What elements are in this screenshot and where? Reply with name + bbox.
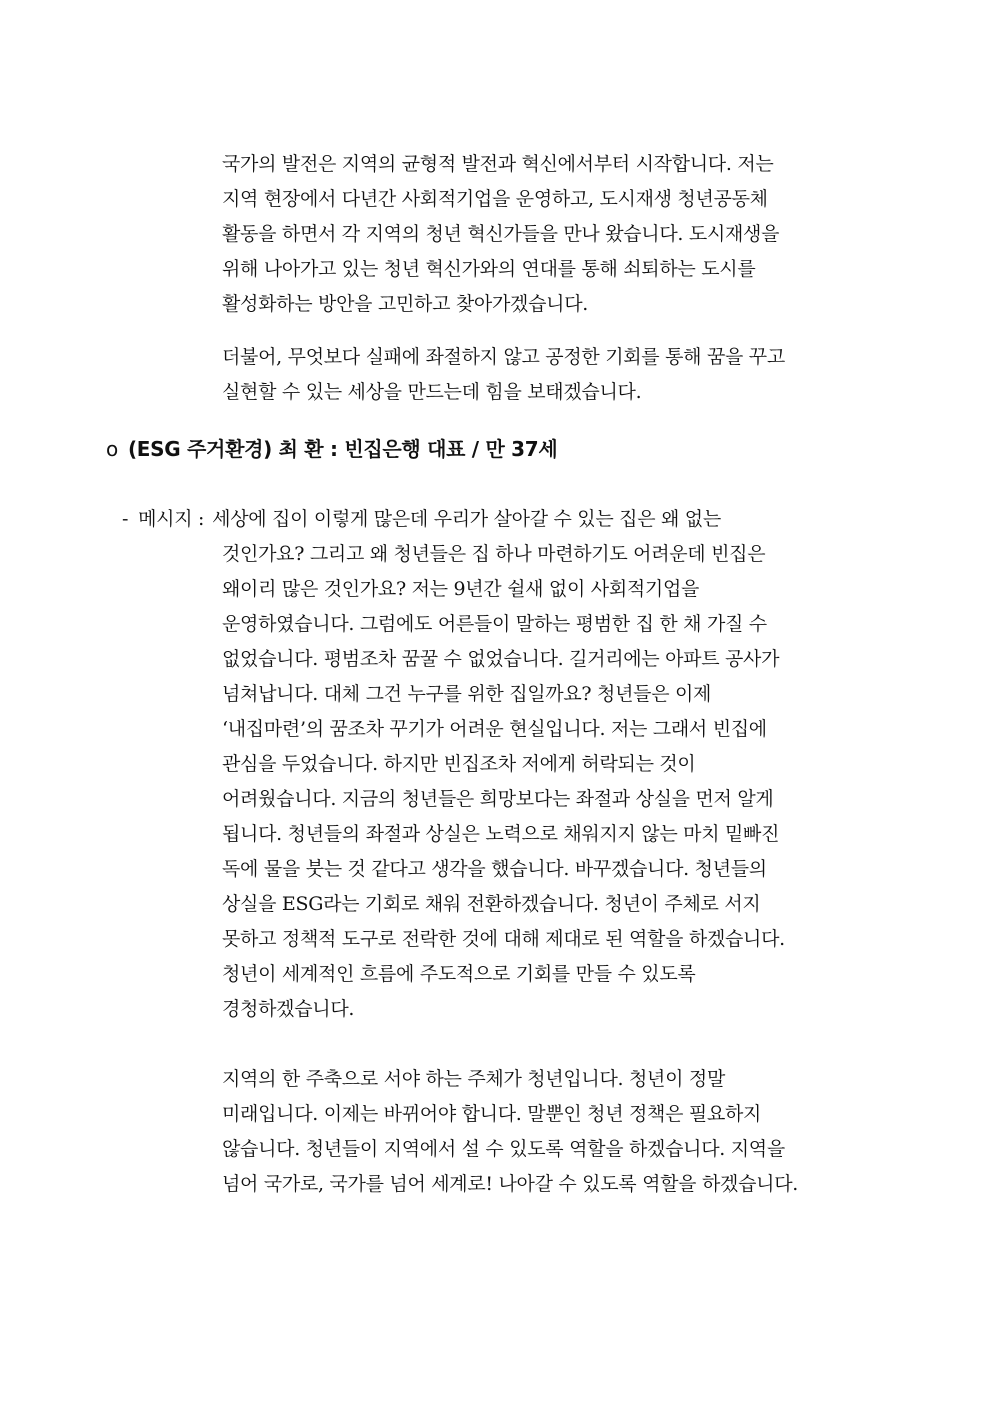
heading-text: (ESG 주거환경) 최 환 : 빈집은행 대표 / 만 37세 bbox=[127, 437, 558, 461]
bullet-marker: o bbox=[106, 437, 118, 461]
section-heading bbox=[106, 432, 557, 467]
message-body bbox=[222, 537, 902, 1027]
intro-paragraph-1 bbox=[222, 147, 902, 322]
text-line: 없었습니다. 평범조차 꿈꿀 수 없었습니다. 길거리에는 아파트 공사가 bbox=[222, 648, 780, 670]
message-label: 메시지 : bbox=[138, 508, 205, 530]
text-line: 관심을 두었습니다. 하지만 빈집조차 저에게 허락되는 것이 bbox=[222, 753, 696, 775]
intro-paragraph-2 bbox=[222, 340, 902, 410]
message-first-line bbox=[122, 502, 721, 537]
text-line: 운영하였습니다. 그럼에도 어른들이 말하는 평범한 집 한 채 가질 수 bbox=[222, 613, 767, 635]
text-line: 넘쳐납니다. 대체 그건 누구를 위한 집일까요? 청년들은 이제 bbox=[222, 683, 712, 705]
text-line: 국가의 발전은 지역의 균형적 발전과 혁신에서부터 시작합니다. 저는 bbox=[222, 153, 774, 175]
text-line: 됩니다. 청년들의 좌절과 상실은 노력으로 채워지지 않는 마치 밑빠진 bbox=[222, 823, 780, 845]
text-line: 청년이 세계적인 흐름에 주도적으로 기회를 만들 수 있도록 bbox=[222, 963, 696, 985]
text-line: 어려웠습니다. 지금의 청년들은 희망보다는 좌절과 상실을 먼저 알게 bbox=[222, 788, 774, 810]
text-line: 독에 물을 붓는 것 같다고 생각을 했습니다. 바꾸겠습니다. 청년들의 bbox=[222, 858, 767, 880]
text-line: 넘어 국가로, 국가를 넘어 세계로! 나아갈 수 있도록 역할을 하겠습니다. bbox=[222, 1173, 798, 1195]
dash-marker: - bbox=[122, 508, 129, 530]
text-line: 왜이리 많은 것인가요? 저는 9년간 쉴새 없이 사회적기업을 bbox=[222, 578, 700, 600]
text-line: 지역 현장에서 다년간 사회적기업을 운영하고, 도시재생 청년공동체 bbox=[222, 188, 768, 210]
text-line: 위해 나아가고 있는 청년 혁신가와의 연대를 통해 쇠퇴하는 도시를 bbox=[222, 258, 756, 280]
text-line: 더불어, 무엇보다 실패에 좌절하지 않고 공정한 기회를 통해 꿈을 꾸고 bbox=[222, 346, 785, 368]
text-line: 않습니다. 청년들이 지역에서 설 수 있도록 역할을 하겠습니다. 지역을 bbox=[222, 1138, 785, 1160]
text-line: 미래입니다. 이제는 바뀌어야 합니다. 말뿐인 청년 정책은 필요하지 bbox=[222, 1103, 762, 1125]
text-line: 활동을 하면서 각 지역의 청년 혁신가들을 만나 왔습니다. 도시재생을 bbox=[222, 223, 780, 245]
text-line: ‘내집마련’의 꿈조차 꾸기가 어려운 현실입니다. 저는 그래서 빈집에 bbox=[222, 718, 767, 740]
text-line: 활성화하는 방안을 고민하고 찾아가겠습니다. bbox=[222, 293, 588, 315]
text-line: 세상에 집이 이렇게 많은데 우리가 살아갈 수 있는 집은 왜 없는 bbox=[212, 508, 721, 530]
text-line: 상실을 ESG라는 기회로 채워 전환하겠습니다. 청년이 주체로 서지 bbox=[222, 893, 761, 915]
closing-paragraph bbox=[222, 1062, 902, 1202]
text-line: 실현할 수 있는 세상을 만드는데 힘을 보태겠습니다. bbox=[222, 381, 642, 403]
text-line: 못하고 정책적 도구로 전락한 것에 대해 제대로 된 역할을 하겠습니다. bbox=[222, 928, 785, 950]
text-line: 것인가요? 그리고 왜 청년들은 집 하나 마련하기도 어려운데 빈집은 bbox=[222, 543, 766, 565]
text-line: 지역의 한 주축으로 서야 하는 주체가 청년입니다. 청년이 정말 bbox=[222, 1068, 726, 1090]
text-line: 경청하겠습니다. bbox=[222, 998, 355, 1020]
